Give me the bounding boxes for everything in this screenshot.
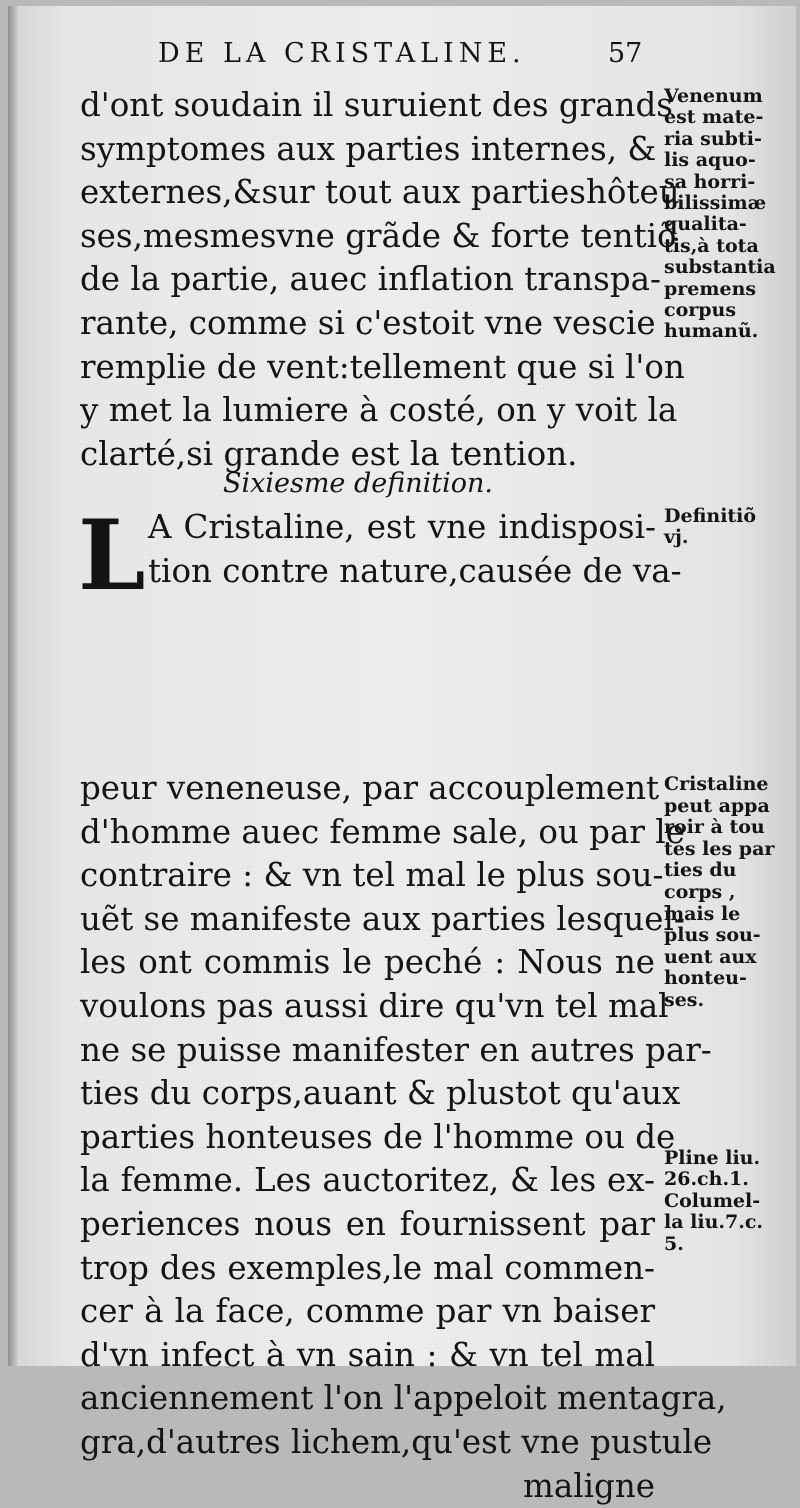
margin-line: 26.ch.1.	[664, 1169, 763, 1190]
text-line: symptomes aux parties internes, &	[80, 128, 655, 172]
margin-line: peut appa	[664, 796, 774, 818]
section-heading: Sixiesme definition.	[223, 468, 493, 499]
drop-cap: L	[78, 508, 146, 604]
margin-line: vj.	[664, 527, 756, 548]
margin-line: sa horri-	[664, 172, 776, 193]
margin-line: plus sou-	[664, 925, 774, 947]
margin-line: premens	[664, 279, 776, 300]
margin-line: tis,à tota	[664, 236, 776, 257]
margin-line: ria subti-	[664, 129, 776, 150]
text-line: externes,&sur tout aux partieshôteu	[80, 171, 655, 215]
text-line: ses,mesmesvne grãde & forte tentiõ	[80, 215, 655, 259]
text-line: voulons pas aussi dire qu'vn tel mal	[80, 985, 655, 1029]
text-line: rante, comme si c'estoit vne vescie	[80, 302, 655, 346]
text-line: ties du corps,auant & plustot qu'aux	[80, 1072, 655, 1116]
margin-line: 5.	[664, 1234, 763, 1255]
text-line: clarté,si grande est la tention.	[80, 433, 655, 477]
margin-line: Definitiõ	[664, 506, 756, 527]
margin-line: Cristaline	[664, 774, 774, 796]
margin-line: lis aquo-	[664, 150, 776, 171]
margin-line: bilissimæ	[664, 193, 776, 214]
text-line: anciennement l'on l'appeloit mentagra,	[80, 1377, 655, 1421]
text-line: peur veneneuse, par accouplement	[80, 767, 655, 811]
text-line: parties honteuses de l'homme ou de	[80, 1116, 655, 1160]
paragraph-2-indented	[148, 506, 656, 593]
book-page	[8, 6, 796, 1366]
margin-note-definition	[664, 506, 756, 549]
text-line: uẽt se manifeste aux parties lesquel-	[80, 898, 655, 942]
margin-line: uent aux	[664, 947, 774, 969]
margin-line: Venenum	[664, 86, 776, 107]
text-line: d'homme auec femme sale, ou par le	[80, 811, 655, 855]
margin-line: humanũ.	[664, 321, 776, 342]
margin-line: corpus	[664, 300, 776, 321]
text-line: y met la lumiere à costé, on y voit la	[80, 389, 655, 433]
margin-line: Columel-	[664, 1191, 763, 1212]
margin-line: tes les par	[664, 839, 774, 861]
margin-line: ses.	[664, 990, 774, 1012]
catchword: maligne	[80, 1465, 655, 1508]
text-line: gra,d'autres lichem,qu'est vne pustule	[80, 1421, 655, 1465]
margin-note-cristaline	[664, 774, 774, 1012]
text-line: ne se puisse manifester en autres par-	[80, 1029, 655, 1073]
paragraph-1	[80, 84, 655, 476]
text-line: contraire : & vn tel mal le plus sou-	[80, 854, 655, 898]
text-line: tion contre nature,causée de va-	[148, 550, 656, 594]
text-line: remplie de vent:tellement que si l'on	[80, 346, 655, 390]
text-line: A Cristaline, est vne indisposi-	[148, 506, 656, 550]
margin-line: honteu-	[664, 968, 774, 990]
margin-line: la liu.7.c.	[664, 1212, 763, 1233]
margin-line: corps ,	[664, 882, 774, 904]
text-line: d'ont soudain il suruient des grands	[80, 84, 655, 128]
running-head	[158, 38, 638, 78]
margin-note-citation	[664, 1148, 763, 1255]
margin-line: roir à tou	[664, 817, 774, 839]
text-line: periences nous en fournissent par	[80, 1203, 655, 1247]
text-line: trop des exemples,le mal commen-	[80, 1247, 655, 1291]
margin-line: ties du	[664, 860, 774, 882]
text-line: la femme. Les auctoritez, & les ex-	[80, 1159, 655, 1203]
margin-line: substantia	[664, 257, 776, 278]
text-line: de la partie, auec inflation transpa-	[80, 258, 655, 302]
margin-line: qualita-	[664, 214, 776, 235]
margin-line: mais le	[664, 904, 774, 926]
margin-note-venenum	[664, 86, 776, 343]
text-line: d'vn infect à vn sain : & vn tel mal	[80, 1334, 655, 1378]
running-head-title: DE LA CRISTALINE.	[158, 38, 526, 69]
page-gutter-shadow	[8, 6, 18, 1366]
margin-line: est mate-	[664, 107, 776, 128]
text-line: les ont commis le peché : Nous ne	[80, 941, 655, 985]
page-number: 57	[608, 38, 642, 69]
margin-line: Pline liu.	[664, 1148, 763, 1169]
text-line: cer à la face, comme par vn baiser	[80, 1290, 655, 1334]
paragraph-2	[80, 767, 655, 1508]
